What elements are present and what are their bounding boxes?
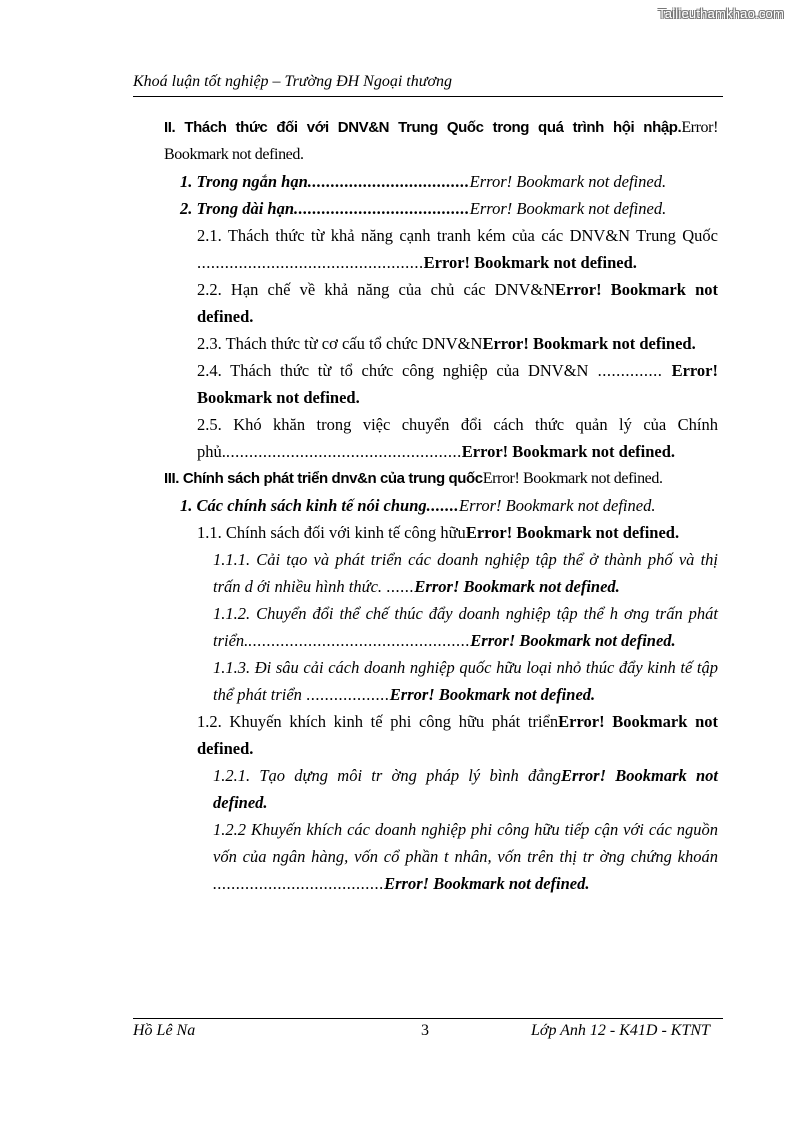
toc-entry-reference: Error! Bookmark not defined.	[389, 685, 596, 704]
toc-leader-dots: ................................................	[248, 631, 471, 650]
toc-entry-title: 2.4. Thách thức từ tổ chức công nghiệp của DNV&N	[197, 361, 589, 380]
toc-entry-title: 1. Trong ngắn hạn	[180, 172, 308, 191]
toc-entry-reference: Error! Bookmark not defined.	[164, 119, 718, 163]
toc-entry-title: 1.2.1. Tạo dựng môi tr ờng pháp lý bình đẳng	[213, 766, 562, 785]
toc-entry-title: 2.2. Hạn chế về khả năng của chủ các DNV&N	[197, 280, 556, 299]
toc-entry-title: 1.2. Khuyến khích kinh tế phi công hữu phát triển	[197, 712, 559, 731]
toc-entry[interactable]	[164, 708, 718, 762]
page-header: Khoá luận tốt nghiệp – Trường ĐH Ngoại thương	[133, 73, 452, 90]
toc-entry[interactable]	[164, 222, 718, 276]
toc-entry-reference: Error! Bookmark not defined.	[482, 470, 663, 487]
toc-entry-title: 2.5. Khó khăn trong việc chuyển đổi cách thức quản lý của Chính phủ.	[197, 415, 718, 461]
toc-leader-dots: .....................................	[213, 874, 385, 893]
toc-entry-title: 2.3. Thách thức từ cơ cấu tổ chức DNV&N	[197, 334, 483, 353]
toc-entry[interactable]	[164, 546, 718, 600]
header-divider	[133, 96, 723, 97]
toc-entry[interactable]	[164, 114, 718, 168]
toc-entry[interactable]	[164, 600, 718, 654]
toc-entry[interactable]	[164, 195, 718, 222]
toc-entry[interactable]	[164, 816, 718, 897]
toc-entry-reference: Error! Bookmark not defined.	[197, 361, 718, 407]
toc-entry[interactable]	[164, 330, 718, 357]
toc-entry-reference: Error! Bookmark not defined.	[384, 874, 590, 893]
watermark: Tailieuthamkhao.com	[658, 6, 784, 21]
toc-leader-dots: ...................................................	[225, 442, 462, 461]
toc-entry-title: 2.1. Thách thức từ khả năng cạnh tranh kém của các DNV&N Trung Quốc	[197, 226, 718, 245]
footer-divider	[133, 1018, 723, 1019]
footer-class-info: Lớp Anh 12 - K41D - KTNT	[531, 1022, 710, 1039]
toc-entry[interactable]	[164, 465, 718, 492]
toc-entry[interactable]	[164, 411, 718, 465]
toc-entry-title: 1.1.2. Chuyển đổi thể chế thúc đẩy doanh nghiệp tập thể h ơng trấn phát triển.	[213, 604, 718, 650]
toc-entry-reference: Error! Bookmark not defined.	[459, 496, 656, 515]
footer-author: Hồ Lê Na	[133, 1022, 196, 1039]
toc-entry-title: 1.2.2 Khuyến khích các doanh nghiệp phi công hữu tiếp cận với các nguồn vốn của ngân hàng, vốn cổ phần t nhân, vốn trên thị tr ờng chứng khoán	[213, 820, 718, 866]
toc-entry[interactable]	[164, 519, 718, 546]
toc-leader-dots: ......................................	[294, 199, 470, 218]
toc-entry-reference: Error! Bookmark not defined.	[482, 334, 696, 353]
toc-entry-title: 1.1. Chính sách đối với kinh tế công hữu	[197, 523, 466, 542]
toc-entry-title: II. Thách thức đối với DNV&N Trung Quốc trong quá trình hội nhập.	[164, 119, 682, 136]
toc-entry[interactable]	[164, 492, 718, 519]
toc-leader-dots: ...................................	[307, 172, 470, 191]
toc-entry-reference: Error! Bookmark not defined.	[213, 766, 718, 812]
toc-entry[interactable]	[164, 654, 718, 708]
toc-leader-dots: ..................	[301, 685, 390, 704]
toc-leader-dots: .................................................	[197, 253, 424, 272]
toc-entry[interactable]	[164, 762, 718, 816]
toc-entry-reference: Error! Bookmark not defined.	[469, 199, 667, 218]
toc-entry-title: 2. Trong dài hạn	[180, 199, 295, 218]
toc-entry-title: 1.1.3. Đi sâu cải cách doanh nghiệp quốc hữu loại nhỏ thúc đẩy kinh tế tập thể phát triển	[213, 658, 718, 704]
toc-leader-dots: ..............	[588, 361, 672, 380]
toc-entry-reference: Error! Bookmark not defined.	[197, 712, 718, 758]
page-number: 3	[421, 1022, 429, 1039]
toc-entry[interactable]	[164, 357, 718, 411]
toc-entry-reference: Error! Bookmark not defined.	[197, 280, 718, 326]
toc-entry-reference: Error! Bookmark not defined.	[470, 631, 676, 650]
toc-entry-title: 1.1.1. Cải tạo và phát triển các doanh nghiệp tập thể ở thành phố và thị trấn d ới nhiều hình thức.	[213, 550, 718, 596]
toc-entry-title: III. Chính sách phát triển dnv&n của trung quốc	[164, 470, 483, 487]
toc-entry-reference: Error! Bookmark not defined.	[423, 253, 637, 272]
toc-leader-dots: ......	[382, 577, 415, 596]
toc-entry[interactable]	[164, 276, 718, 330]
toc-entry-reference: Error! Bookmark not defined.	[469, 172, 667, 191]
toc-leader-dots: .......	[426, 496, 460, 515]
toc-entry-reference: Error! Bookmark not defined.	[414, 577, 620, 596]
toc-entry-title: 1. Các chính sách kinh tế nói chung	[180, 496, 427, 515]
table-of-contents	[164, 114, 718, 897]
toc-entry-reference: Error! Bookmark not defined.	[461, 442, 676, 461]
toc-entry[interactable]	[164, 168, 718, 195]
toc-entry-reference: Error! Bookmark not defined.	[465, 523, 680, 542]
